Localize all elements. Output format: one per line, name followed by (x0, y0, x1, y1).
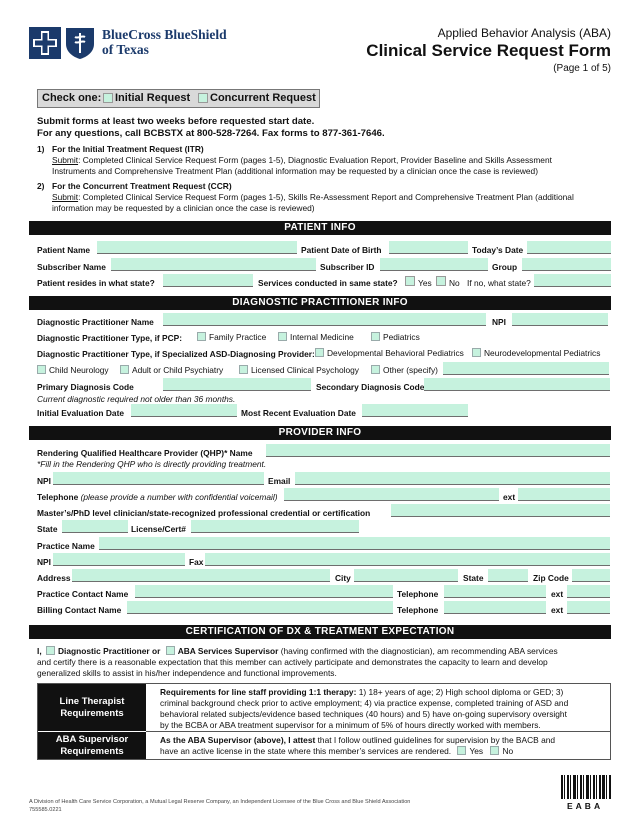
pediatrics-checkbox[interactable] (371, 332, 380, 341)
dob-label: Patient Date of Birth (301, 245, 382, 255)
todays-date-label: Today’s Date (472, 245, 524, 255)
practice-contact-tel-label: Telephone (397, 589, 439, 599)
item1-text-cont: Instruments and Comprehensive Treatment Plan (additional information may be requested by a clinician once the case is reviewed) (52, 166, 539, 176)
same-state-no-label: No (449, 278, 460, 288)
same-state-no-checkbox[interactable] (436, 276, 446, 286)
practice-contact-field[interactable] (135, 585, 393, 598)
form-subtitle: Applied Behavior Analysis (ABA) (437, 26, 611, 40)
fax-field[interactable] (205, 553, 610, 566)
patient-info-heading: PATIENT INFO (29, 221, 611, 235)
barcode-icon (561, 775, 611, 799)
address-label: Address (37, 573, 71, 583)
item1-title: For the Initial Treatment Request (ITR) (52, 144, 204, 154)
practice-contact-ext-field[interactable] (567, 585, 610, 598)
city-field[interactable] (354, 569, 458, 582)
page-number: (Page 1 of 5) (553, 63, 611, 74)
recent-eval-field[interactable] (362, 404, 468, 417)
license-number-field[interactable] (191, 520, 359, 533)
child-neurology-checkbox[interactable] (37, 365, 46, 374)
diag-type-pcp-label: Diagnostic Practitioner Type, if PCP: (37, 333, 183, 343)
address-state-field[interactable] (488, 569, 528, 582)
neurodev-ped-checkbox[interactable] (472, 348, 481, 357)
aba-supervisor-cell: ABA Supervisor Requirements (38, 732, 146, 759)
billing-contact-ext-field[interactable] (567, 601, 610, 614)
line-therapist-cell: Line Therapist Requirements (38, 684, 146, 731)
dob-field[interactable] (389, 241, 468, 254)
bluecross-logo-icon (29, 27, 61, 59)
check-one-label: Check one: (42, 92, 102, 104)
diagnostic-info-heading: DIAGNOSTIC PRACTITIONER INFO (29, 296, 611, 310)
item1-number: 1) (37, 144, 45, 154)
initial-request-label: Initial Request (115, 92, 191, 104)
city-label: City (335, 573, 351, 583)
practice-npi-label: NPI (37, 557, 51, 567)
aba-attest-yes-checkbox[interactable] (457, 746, 466, 755)
zip-field[interactable] (572, 569, 610, 582)
cert-diag-checkbox[interactable] (46, 646, 55, 655)
rendering-qhp-note: *Fill in the Rendering QHP who is directly providing treatment. (37, 459, 267, 469)
cert-statement-3: generalized skills to assist in his/her independence and functional improvements. (37, 668, 337, 678)
instruction-contact: For any questions, call BCBSTX at 800-528-7264. Fax forms to 877-361-7646. (37, 128, 385, 139)
line-therapist-req-2: criminal background check prior to active employment; 4) via practice expense, completed training of ASD and (160, 698, 569, 708)
todays-date-field[interactable] (527, 241, 611, 254)
cert-statement: I, Diagnostic Practitioner or ABA Services Supervisor (having confirmed with the diagnostician), am recommending ABA services (37, 646, 558, 656)
same-state-yes-checkbox[interactable] (405, 276, 415, 286)
org-region: of Texas (102, 42, 149, 57)
telephone-field[interactable] (284, 488, 499, 501)
adult-psych-checkbox[interactable] (120, 365, 129, 374)
barcode-text: EABA (567, 801, 604, 811)
provider-npi-field[interactable] (53, 472, 264, 485)
diag-npi-field[interactable] (512, 313, 608, 326)
diag-name-label: Diagnostic Practitioner Name (37, 317, 154, 327)
aba-supervisor-req-2: have an active license in the state where this member’s services are rendered. Yes No (160, 746, 514, 756)
recent-eval-label: Most Recent Evaluation Date (241, 408, 356, 418)
email-field[interactable] (295, 472, 610, 485)
item1-text: Submit: Completed Clinical Service Request Form (pages 1-5), Diagnostic Evaluation Report, Provider Baseline and Skills Assessment (52, 155, 552, 165)
org-name: BlueCross BlueShield (102, 27, 227, 42)
license-number-label: License/Cert# (131, 524, 186, 534)
licensed-psych-checkbox[interactable] (239, 365, 248, 374)
item2-number: 2) (37, 181, 45, 191)
group-label: Group (492, 262, 518, 272)
patient-name-field[interactable] (97, 241, 297, 254)
secondary-dx-field[interactable] (424, 378, 610, 391)
subscriber-name-label: Subscriber Name (37, 262, 106, 272)
fax-label: Fax (189, 557, 204, 567)
same-state-label: Services conducted in same state? (258, 278, 398, 288)
telephone-ext-field[interactable] (518, 488, 610, 501)
child-neurology-option[interactable]: Child Neurology (37, 365, 109, 375)
billing-contact-field[interactable] (127, 601, 393, 614)
other-specify-option[interactable]: Other (specify) (371, 365, 438, 375)
license-state-field[interactable] (62, 520, 128, 533)
practice-npi-field[interactable] (53, 553, 185, 566)
concurrent-request-label: Concurrent Request (210, 92, 316, 104)
same-state-yes-label: Yes (418, 278, 432, 288)
initial-eval-field[interactable] (131, 404, 237, 417)
diag-type-asd-label: Diagnostic Practitioner Type, if Specialized ASD-Diagnosing Provider: (37, 349, 315, 359)
aba-supervisor-req-1: As the ABA Supervisor (above), I attest that I follow outlined guidelines for supervision by the BACB and (160, 735, 556, 745)
internal-medicine-option[interactable]: Internal Medicine (278, 332, 354, 342)
address-field[interactable] (72, 569, 330, 582)
line-therapist-req-4: by the BCBA or ABA treatment supervisor for a minimum of 5% of hours directly worked with members. (160, 720, 541, 730)
line-therapist-req-1: Requirements for line staff providing 1:1 therapy: 1) 18+ years of age; 2) High school diploma or GED; 3) (160, 687, 564, 697)
aba-attest-no-checkbox[interactable] (490, 746, 499, 755)
family-practice-option[interactable]: Family Practice (197, 332, 266, 342)
billing-contact-label: Billing Contact Name (37, 605, 122, 615)
dev-beh-ped-option[interactable]: Developmental Behavioral Pediatrics (315, 348, 464, 358)
practice-name-field[interactable] (99, 537, 610, 550)
patient-name-label: Patient Name (37, 245, 91, 255)
if-no-state-field[interactable] (534, 274, 611, 287)
dev-beh-ped-checkbox[interactable] (315, 348, 324, 357)
footer-disclaimer: A Division of Health Care Service Corporation, a Mutual Legal Reserve Company, an Independent Licensee of the Blue Cross and Blue Shield Association (29, 799, 411, 805)
footer-form-number: 755585.0221 (29, 807, 62, 813)
billing-contact-tel-field[interactable] (444, 601, 546, 614)
subscriber-id-label: Subscriber ID (320, 262, 375, 272)
credential-label: Master’s/PhD level clinician/state-recognized professional credential or certification (37, 508, 371, 518)
current-dx-note: Current diagnostic required not older than 36 months. (37, 394, 236, 404)
blueshield-logo-icon (64, 26, 96, 60)
table-divider (146, 731, 611, 732)
other-specify-checkbox[interactable] (371, 365, 380, 374)
zip-label: Zip Code (533, 573, 569, 583)
group-field[interactable] (522, 258, 611, 271)
neurodev-ped-option[interactable]: Neurodevelopmental Pediatrics (472, 348, 600, 358)
if-no-label: If no, what state? (467, 278, 531, 288)
rendering-qhp-label: Rendering Qualified Healthcare Provider (QHP)* Name (37, 448, 253, 458)
provider-npi-label: NPI (37, 476, 51, 486)
telephone-label: Telephone (please provide a number with confidential voicemail) (37, 492, 278, 502)
cert-statement-2: and certify there is a reasonable expectation that this member can actively participate and demonstrates the capacity to learn and develop (37, 657, 548, 667)
concurrent-request-checkbox[interactable] (198, 93, 208, 103)
pediatrics-option[interactable]: Pediatrics (371, 332, 420, 342)
certification-heading: CERTIFICATION OF DX & TREATMENT EXPECTATION (29, 625, 611, 639)
practice-contact-tel-field[interactable] (444, 585, 546, 598)
practice-contact-ext-label: ext (551, 589, 564, 599)
secondary-dx-label: Secondary Diagnosis Code (316, 382, 425, 392)
credential-field[interactable] (391, 504, 610, 517)
cert-aba-checkbox[interactable] (166, 646, 175, 655)
licensed-psych-option[interactable]: Licensed Clinical Psychology (239, 365, 359, 375)
family-practice-checkbox[interactable] (197, 332, 206, 341)
initial-request-checkbox[interactable] (103, 93, 113, 103)
license-state-label: State (37, 524, 58, 534)
instruction-submit: Submit forms at least two weeks before requested start date. (37, 116, 315, 127)
item2-text: Submit: Completed Clinical Service Request Form (pages 1-5), Skills Re-Assessment Report and Comprehensive Treatment Plan (additional (52, 192, 574, 202)
provider-info-heading: PROVIDER INFO (29, 426, 611, 440)
practice-contact-label: Practice Contact Name (37, 589, 129, 599)
item2-title: For the Concurrent Treatment Request (CCR) (52, 181, 232, 191)
telephone-ext-label: ext (503, 492, 516, 502)
diag-npi-label: NPI (492, 317, 506, 327)
resides-state-label: Patient resides in what state? (37, 278, 155, 288)
form-title: Clinical Service Request Form (366, 41, 611, 60)
subscriber-id-field[interactable] (380, 258, 488, 271)
other-specify-field[interactable] (443, 362, 609, 375)
initial-eval-label: Initial Evaluation Date (37, 408, 125, 418)
billing-contact-tel-label: Telephone (397, 605, 439, 615)
address-state-label: State (463, 573, 484, 583)
resides-state-field[interactable] (163, 274, 253, 287)
billing-contact-ext-label: ext (551, 605, 564, 615)
rendering-qhp-field[interactable] (266, 444, 610, 457)
adult-psych-option[interactable]: Adult or Child Psychiatry (120, 365, 223, 375)
line-therapist-req-3: behavioral related subjects/evidence based techniques (40 hours) and 5) have on-going supervisory oversight (160, 709, 567, 719)
practice-name-label: Practice Name (37, 541, 95, 551)
subscriber-name-field[interactable] (111, 258, 316, 271)
primary-dx-label: Primary Diagnosis Code (37, 382, 134, 392)
item2-text-cont: information may be requested by a clinician once the case is reviewed) (52, 203, 315, 213)
internal-medicine-checkbox[interactable] (278, 332, 287, 341)
primary-dx-field[interactable] (163, 378, 311, 391)
diag-name-field[interactable] (163, 313, 486, 326)
email-label: Email (268, 476, 291, 486)
